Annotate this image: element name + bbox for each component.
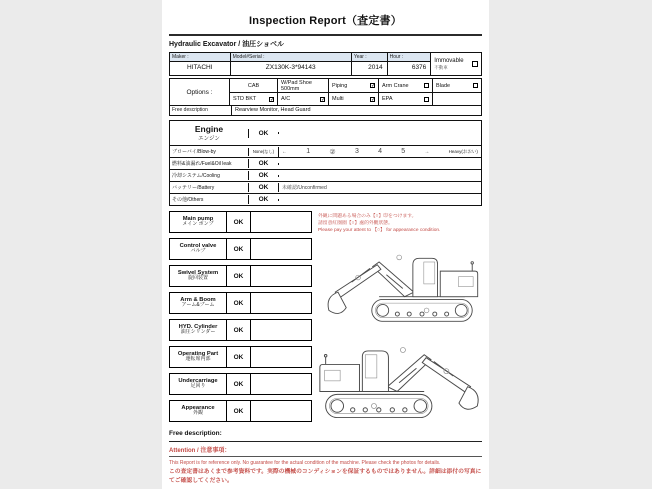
immovable-label: Immovable [434, 57, 464, 64]
ac-checkbox[interactable]: ✓ [321, 96, 326, 103]
immovable-checkbox[interactable] [472, 61, 478, 67]
blowby-scale [278, 147, 481, 157]
appearance-column [312, 211, 486, 427]
option-blade: Blade [432, 79, 481, 92]
hyd-cylinder-status: OK [227, 320, 251, 340]
attention-text-jp: この査定書はあくまで参考資料です。実際の機械のコンディションを保証するものではありません。詳細は添付の写真にてご確認してください。 [169, 469, 482, 484]
option-piping: Piping ✓ [328, 79, 378, 92]
year-label: Year : [352, 53, 387, 62]
engine-header-row [170, 121, 481, 145]
appearance-notice [318, 213, 486, 235]
model-column [230, 53, 351, 75]
blowby-level-2-selected[interactable]: ② [329, 148, 336, 156]
battery-row: バッテリー/Battery OK 未確認/Unconfirmed [170, 181, 481, 193]
engine-table [169, 120, 482, 206]
check-item-undercarriage: Undercarriage 足回り OK [169, 373, 312, 395]
maker-column [170, 53, 230, 75]
option-epa: EPA [378, 93, 432, 105]
check-item-operating-part: Operating Part 運転席内部 OK [169, 346, 312, 368]
battery-note: 未確認/Unconfirmed [278, 183, 481, 192]
blowby-label: ブローバイ/Blow-by [172, 149, 216, 155]
excavator-drawing-top [319, 241, 483, 325]
footer-divider-2 [169, 456, 482, 457]
option-std-bkt: STD BKT ✓ [233, 96, 275, 103]
multi-checkbox[interactable]: ✓ [371, 96, 376, 103]
model-serial-value: ZX130K-3*94143 [265, 64, 316, 71]
cooling-row: 冷却システム/Cooling OK [170, 169, 481, 181]
title-divider [169, 34, 482, 36]
maker-value: HITACHI [187, 64, 213, 71]
options-row-1 [230, 79, 481, 92]
notice-line-en: Please pay your attent to 【○】 for appearance condition. [318, 228, 441, 234]
undercarriage-status: OK [227, 374, 251, 394]
fuel-oil-leak-row: 燃料&油漏れ/Fuel&Oil leak OK [170, 157, 481, 169]
attention-label: Attention / 注意事項： [169, 448, 231, 454]
piping-checkbox[interactable]: ✓ [371, 83, 376, 89]
notice-line-jp: 外観に問題ある場合のみ【○】印をつけます。 [318, 214, 417, 219]
others-row: その他/Others OK [170, 193, 481, 205]
hour-label: Hour : [388, 53, 431, 62]
cooling-status: OK [248, 171, 278, 180]
option-arm-crane: Arm Crane [378, 79, 432, 92]
options-row-2 [230, 92, 481, 105]
hour-column [387, 53, 431, 75]
immovable-cell [430, 53, 481, 75]
check-item-main-pump: Main pump メイン ポンプ OK [169, 211, 312, 233]
free-description-label: Free description [170, 106, 232, 115]
year-value: 2014 [368, 64, 383, 71]
footer [169, 430, 482, 485]
arm-crane-checkbox[interactable] [424, 83, 429, 88]
free-description-value: Rearview Monitor, Head Guard [235, 107, 311, 113]
check-item-appearance: Appearance 外観 OK [169, 400, 312, 422]
battery-status: OK [248, 183, 278, 192]
check-item-arm-boom: Arm & Boom アーム&ブーム OK [169, 292, 312, 314]
check-items-column [169, 211, 312, 427]
excavator-drawing-bottom [316, 331, 486, 423]
main-pump-status: OK [227, 212, 251, 232]
footer-free-description-label: Free description: [169, 430, 222, 437]
std-bkt-checkbox[interactable]: ✓ [270, 96, 275, 103]
machine-type-subtitle: Hydraulic Excavator / 油圧ショベル [169, 41, 285, 48]
blowby-max-label: Heavy(おおい) [448, 148, 478, 154]
options-free-description-row [170, 105, 481, 115]
appearance-status: OK [227, 401, 251, 421]
blowby-min-label: None(なし) [248, 148, 278, 156]
arrow-left-icon: ← [282, 148, 287, 155]
footer-divider-1 [169, 441, 482, 442]
machine-info-table [169, 52, 482, 76]
check-item-swivel-system: Swivel System 旋回装置 OK [169, 265, 312, 287]
blowby-row [170, 145, 481, 157]
engine-title-jp: エンジン [198, 136, 220, 142]
blade-checkbox[interactable] [473, 83, 478, 88]
blowby-level-1[interactable]: 1 [306, 148, 311, 155]
check-item-control-valve: Control valve バルブ OK [169, 238, 312, 260]
model-serial-label: Model#Serial : [231, 53, 351, 62]
arm-boom-status: OK [227, 293, 251, 313]
page-title: Inspection Report（査定書） [249, 15, 402, 27]
options-label: Options : [170, 79, 230, 105]
fuel-oil-leak-status: OK [248, 159, 278, 168]
option-shoe: W/Pad Shoe 500mm [277, 79, 328, 92]
notice-line-zh: 請留意紅圈圈【○】處的外觀狀態。 [318, 221, 393, 227]
swivel-system-status: OK [227, 266, 251, 286]
check-item-hyd-cylinder: HYD. Cylinder 油圧シリンダー OK [169, 319, 312, 341]
immovable-label-jp: 不動車 [434, 64, 448, 70]
epa-checkbox[interactable] [424, 97, 429, 102]
engine-status: OK [248, 129, 278, 138]
maker-label: Maker : [170, 53, 230, 62]
engine-title: Engine [194, 124, 224, 134]
option-ac: A/C ✓ [277, 93, 328, 105]
option-cab: CAB [247, 82, 260, 89]
blowby-level-5[interactable]: 5 [401, 148, 406, 155]
report-sheet [162, 0, 489, 489]
year-column [351, 53, 387, 75]
others-status: OK [248, 195, 278, 204]
option-multi: Multi ✓ [328, 93, 378, 105]
operating-part-status: OK [227, 347, 251, 367]
control-valve-status: OK [227, 239, 251, 259]
arrow-right-icon: → [424, 148, 430, 155]
hour-value: 6376 [411, 64, 427, 71]
blowby-level-4[interactable]: 4 [378, 148, 382, 155]
option-empty [432, 93, 481, 105]
blowby-level-3[interactable]: 3 [354, 148, 359, 155]
attention-text-en: This Report is for reference only. No guarantee for the actual condition of the machine. Please check the photos for details. [169, 460, 441, 466]
options-table [169, 78, 482, 116]
